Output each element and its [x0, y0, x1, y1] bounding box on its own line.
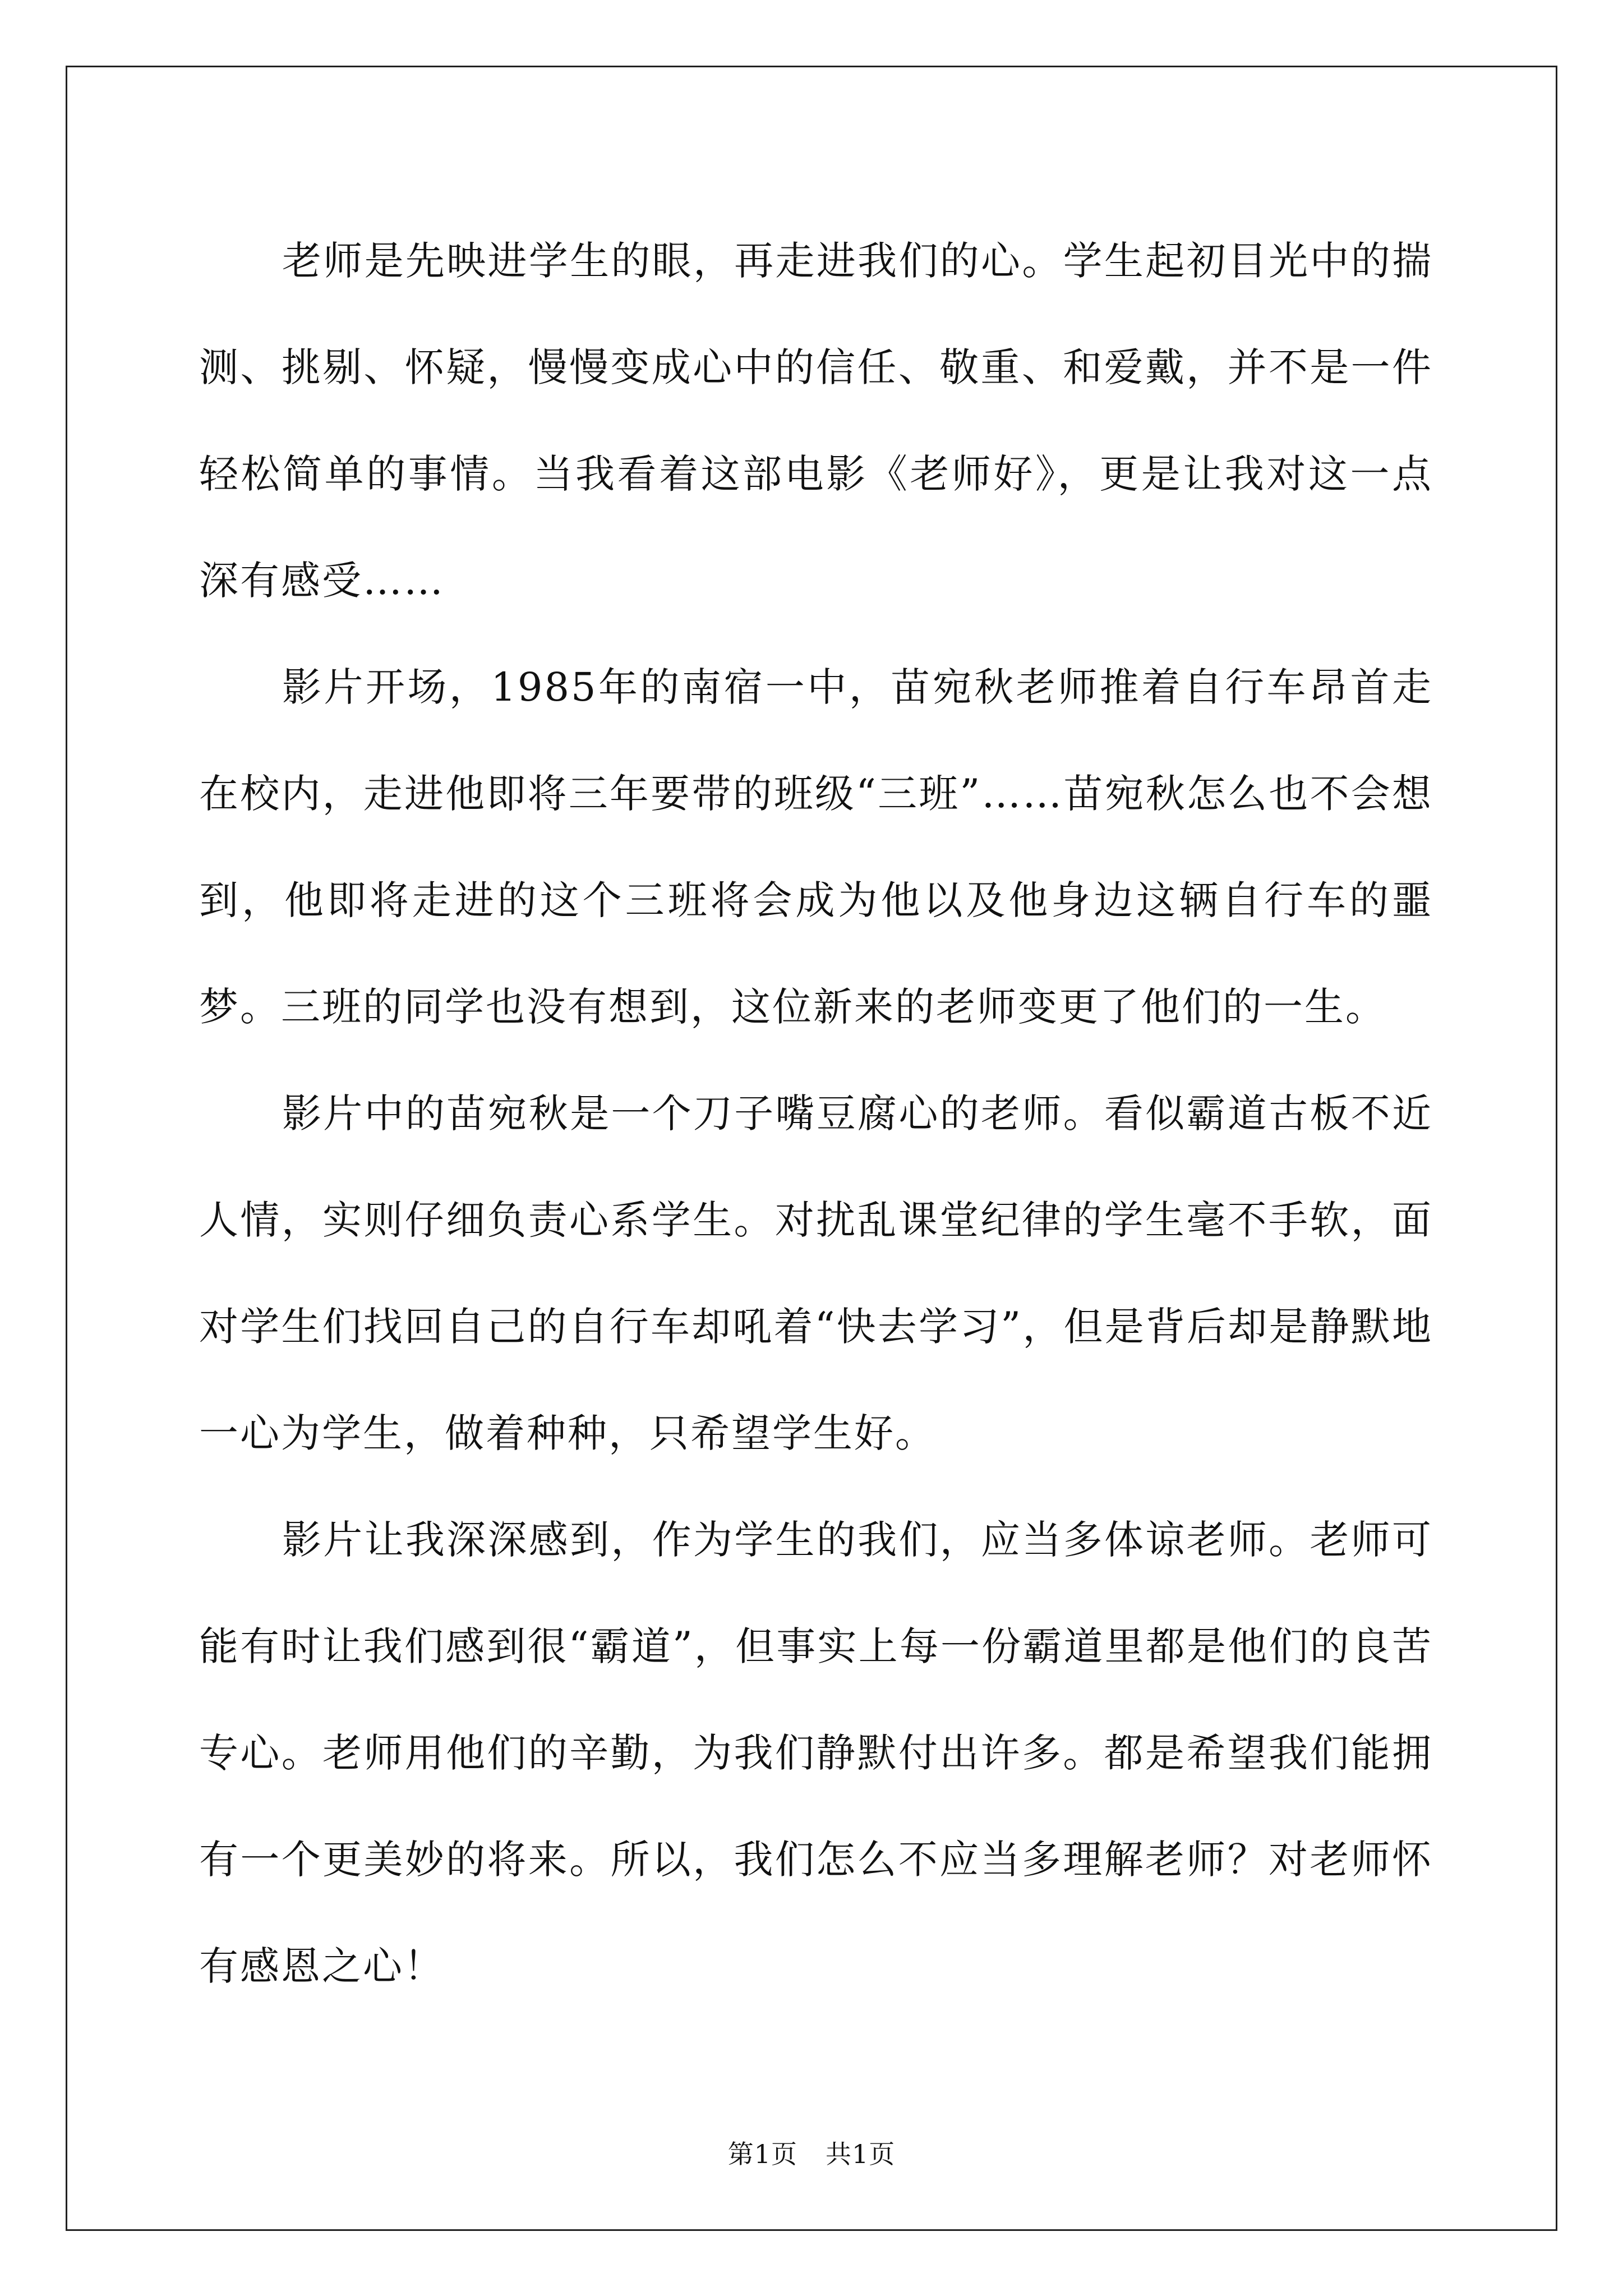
page-number: 第1页: [727, 2139, 797, 2169]
paragraph-1: 老师是先映进学生的眼，再走进我们的心。学生起初目光中的揣测、挑剔、怀疑，慢慢变成心中的信任、敬重、和爱戴，并不是一件轻松简单的事情。当我看着这部电影《老师好》，更是让我对这一点深有感受……: [199, 238, 1433, 604]
document-body: [199, 208, 1433, 2019]
page-total: 共1页: [826, 2139, 896, 2169]
paragraph-2: 影片开场，1985年的南宿一中，苗宛秋老师推着自行车昂首走在校内，走进他即将三年要带的班级“三班”……苗宛秋怎么也不会想到，他即将走进的这个三班将会成为他以及他身边这辆自行车的噩梦。三班的同学也没有想到，这位新来的老师变更了他们的一生。: [199, 664, 1433, 1030]
paragraph-3: 影片中的苗宛秋是一个刀子嘴豆腐心的老师。看似霸道古板不近人情，实则仔细负责心系学生。对扰乱课堂纪律的学生毫不手软，面对学生们找回自己的自行车却吼着“快去学习”，但是背后却是静默地一心为学生，做着种种，只希望学生好。: [199, 1091, 1433, 1456]
paragraph-4: 影片让我深深感到，作为学生的我们，应当多体谅老师。老师可能有时让我们感到很“霸道”，但事实上每一份霸道里都是他们的良苦专心。老师用他们的辛勤，为我们静默付出许多。都是希望我们能拥有一个更美妙的将来。所以，我们怎么不应当多理解老师？对老师怀有感恩之心！: [199, 1517, 1433, 1989]
page-footer: [0, 2137, 1623, 2171]
